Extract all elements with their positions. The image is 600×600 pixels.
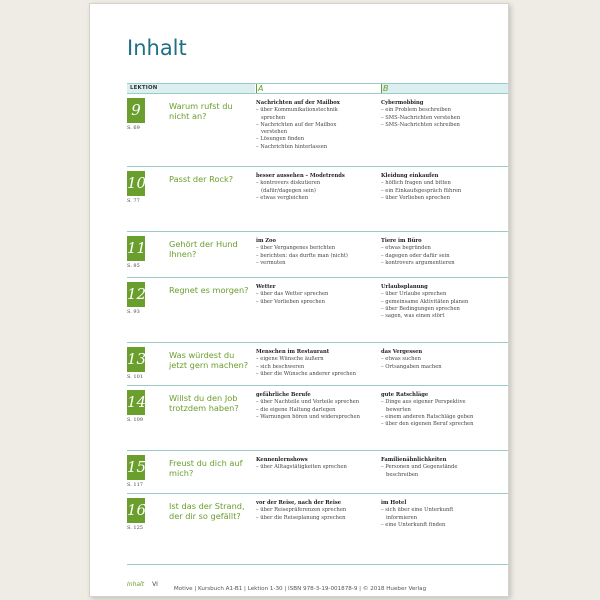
column-item: – sagen, was einen stört bbox=[381, 313, 506, 320]
lesson-column-a bbox=[256, 173, 376, 202]
lesson-column-b bbox=[381, 349, 506, 371]
lesson-page-ref: S. 93 bbox=[127, 309, 140, 315]
column-heading: Nachrichten auf der Mailbox bbox=[256, 100, 340, 106]
column-heading: Menschen im Restaurant bbox=[256, 349, 330, 355]
column-item: – etwas suchen bbox=[381, 356, 506, 363]
lesson-column-a bbox=[256, 500, 376, 522]
lesson-page-ref: S. 117 bbox=[127, 482, 143, 488]
column-item: – Personen und Gegenstände bbox=[381, 464, 506, 471]
column-item: – über den eigenen Beruf sprechen bbox=[381, 421, 506, 428]
lesson-row bbox=[127, 231, 509, 277]
column-item: – eine Unterkunft finden bbox=[381, 522, 506, 529]
lesson-column-a bbox=[256, 392, 376, 421]
column-item: informieren bbox=[386, 514, 418, 521]
column-item: – etwas vergleichen bbox=[256, 195, 376, 202]
lesson-row bbox=[127, 93, 509, 166]
header-letter-b: B bbox=[383, 84, 389, 93]
column-item: – über die Wünsche anderer sprechen bbox=[256, 371, 376, 378]
footer-page-number: VI bbox=[152, 581, 158, 588]
lesson-column-a bbox=[256, 238, 376, 267]
column-item: – über Vorlieben sprechen bbox=[256, 299, 376, 306]
column-item: (dafür/dagegen sein) bbox=[261, 187, 316, 194]
column-item: – sich über eine Unterkunft bbox=[381, 507, 506, 514]
column-heading: vor der Reise, nach der Reise bbox=[256, 500, 342, 506]
column-heading: Tiere im Büro bbox=[381, 238, 422, 244]
lesson-title: Willst du den Job trotzdem haben? bbox=[169, 393, 239, 413]
lesson-column-b bbox=[381, 500, 506, 529]
page-title: Inhalt bbox=[127, 36, 187, 60]
lesson-number-badge: 13 bbox=[127, 347, 145, 372]
column-item: – Dinge aus eigener Perspektive bbox=[381, 399, 506, 406]
column-item: – über Alltagstätigkeiten sprechen bbox=[256, 464, 376, 471]
column-item: – dagegen oder dafür sein bbox=[381, 253, 506, 260]
column-heading: Kleidung einkaufen bbox=[381, 173, 439, 179]
column-item: – einem anderen Ratschläge geben bbox=[381, 414, 506, 421]
lesson-number-badge: 16 bbox=[127, 498, 145, 523]
lesson-row bbox=[127, 450, 509, 493]
lesson-title: Freust du dich auf mich? bbox=[169, 458, 243, 478]
lesson-column-a bbox=[256, 457, 376, 472]
lesson-row bbox=[127, 385, 509, 450]
lesson-page-ref: S. 125 bbox=[127, 525, 143, 531]
lesson-title: Passt der Rock? bbox=[169, 174, 234, 184]
lesson-row bbox=[127, 166, 509, 231]
column-item: beschreiben bbox=[386, 471, 419, 478]
lesson-number-badge: 12 bbox=[127, 282, 145, 307]
lesson-row bbox=[127, 342, 509, 385]
lesson-number-badge: 9 bbox=[127, 98, 145, 123]
column-heading: im Hotel bbox=[381, 500, 407, 506]
column-item: – berichten: das durfte man (nicht) bbox=[256, 253, 376, 260]
lesson-title: Regnet es morgen? bbox=[169, 285, 249, 295]
lesson-title: Ist das der Strand, der dir so gefällt? bbox=[169, 501, 245, 521]
column-item: – kontrovers diskutieren bbox=[256, 180, 376, 187]
column-item: – über Vergangenes berichten bbox=[256, 245, 376, 252]
column-heading: gefährliche Berufe bbox=[256, 392, 311, 398]
column-item: – eigene Wünsche äußern bbox=[256, 356, 376, 363]
footer-label: Inhalt bbox=[127, 581, 145, 588]
lesson-title: Was würdest du jetzt gern machen? bbox=[169, 350, 249, 370]
column-item: – gemeinsame Aktivitäten planen bbox=[381, 299, 506, 306]
column-item: – Lösungen finden bbox=[256, 136, 376, 143]
column-item: – höflich fragen und bitten bbox=[381, 180, 506, 187]
header-col-a bbox=[256, 84, 379, 93]
column-item: – Warnungen hören und widersprechen bbox=[256, 414, 376, 421]
column-item: – kontrovers argumentieren bbox=[381, 260, 506, 267]
header-letter-a: A bbox=[258, 84, 264, 93]
lesson-title: Gehört der Hund Ihnen? bbox=[169, 239, 238, 259]
lesson-page-ref: S. 85 bbox=[127, 263, 140, 269]
column-item: – über das Wetter sprechen bbox=[256, 291, 376, 298]
credit-line: Motive | Kursbuch A1-B1 | Lektion 1-30 | ISBN 978-3-19-001878-9 | © 2018 Hueber Verlag bbox=[173, 586, 427, 592]
lesson-column-a bbox=[256, 349, 376, 378]
column-item: – Nachrichten hinterlassen bbox=[256, 144, 376, 151]
column-item: – SMS-Nachrichten schreiben bbox=[381, 122, 506, 129]
column-heading: besser aussehen – Modetrends bbox=[256, 173, 345, 179]
column-heading: Kennenlernshows bbox=[256, 457, 308, 463]
header-col-b bbox=[381, 84, 509, 93]
column-item: – über Kommunikationstechnik bbox=[256, 107, 376, 114]
lesson-number-badge: 14 bbox=[127, 390, 145, 415]
lesson-page-ref: S. 109 bbox=[127, 417, 143, 423]
column-heading: Urlaubsplanung bbox=[381, 284, 428, 290]
column-item: – die eigene Haltung darlegen bbox=[256, 407, 376, 414]
lesson-page-ref: S. 77 bbox=[127, 198, 140, 204]
column-heading: Wetter bbox=[256, 284, 276, 290]
lesson-page-ref: S. 101 bbox=[127, 374, 143, 380]
column-heading: Cybermobbing bbox=[381, 100, 424, 106]
lesson-column-a bbox=[256, 284, 376, 306]
column-item: – über Urlaube sprechen bbox=[381, 291, 506, 298]
book-page bbox=[89, 3, 509, 597]
column-item: verstehen bbox=[261, 129, 288, 136]
lesson-column-b bbox=[381, 457, 506, 479]
lesson-column-b bbox=[381, 100, 506, 129]
lesson-number-badge: 15 bbox=[127, 455, 145, 480]
column-item: sprechen bbox=[261, 114, 286, 121]
column-heading: das Vergessen bbox=[381, 349, 423, 355]
column-item: – sich beschweren bbox=[256, 364, 376, 371]
header-lektion: LEKTION bbox=[127, 84, 255, 93]
column-item: – über Reisepräferenzen sprechen bbox=[256, 507, 376, 514]
column-item: – Nachrichten auf der Mailbox bbox=[256, 122, 376, 129]
lesson-number-badge: 10 bbox=[127, 171, 145, 196]
lesson-column-b bbox=[381, 392, 506, 428]
lesson-column-b bbox=[381, 284, 506, 320]
lesson-page-ref: S. 69 bbox=[127, 125, 140, 131]
column-item: – etwas begründen bbox=[381, 245, 506, 252]
column-heading: im Zoo bbox=[256, 238, 276, 244]
lesson-number-badge: 11 bbox=[127, 236, 145, 261]
column-item: – ein Problem beschreiben bbox=[381, 107, 506, 114]
lesson-column-a bbox=[256, 100, 376, 151]
column-item: – SMS-Nachrichten verstehen bbox=[381, 115, 506, 122]
lesson-column-b bbox=[381, 173, 506, 202]
column-item: bewerten bbox=[386, 406, 411, 413]
column-item: – Ortsangaben machen bbox=[381, 364, 506, 371]
column-item: – über die Reiseplanung sprechen bbox=[256, 515, 376, 522]
lesson-row bbox=[127, 277, 509, 342]
column-item: – über Bedingungen sprechen bbox=[381, 306, 506, 313]
column-item: – ein Einkaufsgespräch führen bbox=[381, 188, 506, 195]
lesson-row bbox=[127, 493, 509, 561]
column-item: – über Vorlieben sprechen bbox=[381, 195, 506, 202]
column-heading: Familienähnlichkeiten bbox=[381, 457, 447, 463]
table-bottom-rule bbox=[127, 564, 509, 565]
lesson-column-b bbox=[381, 238, 506, 267]
column-item: – über Nachteile und Vorteile sprechen bbox=[256, 399, 376, 406]
column-heading: gute Ratschläge bbox=[381, 392, 429, 398]
column-item: – vermuten bbox=[256, 260, 376, 267]
lesson-title: Warum rufst du nicht an? bbox=[169, 101, 233, 121]
